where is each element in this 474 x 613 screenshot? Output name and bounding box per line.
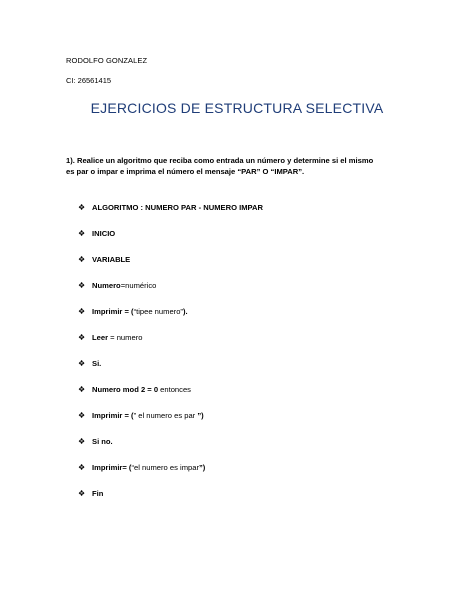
step-normal-text: =numérico bbox=[120, 281, 157, 290]
list-item bbox=[78, 307, 263, 333]
diamond-bullet-icon: ❖ bbox=[78, 281, 86, 290]
diamond-bullet-icon: ❖ bbox=[78, 203, 86, 212]
step-bold-text: INICIO bbox=[92, 229, 116, 238]
step-bold-text: Imprimir = ( bbox=[92, 411, 134, 420]
step-normal-text: = numero bbox=[108, 333, 143, 342]
list-item bbox=[78, 437, 263, 463]
step-bold-suffix: ). bbox=[182, 307, 188, 316]
step-bold-suffix: ”) bbox=[199, 463, 206, 472]
student-id: CI: 26561415 bbox=[66, 76, 112, 85]
step-bold-text: Fin bbox=[92, 489, 104, 498]
step-bold-text: VARIABLE bbox=[92, 255, 131, 264]
author-name: RODOLFO GONZALEZ bbox=[66, 56, 148, 65]
list-item bbox=[78, 229, 263, 255]
step-bold-suffix: ”) bbox=[197, 411, 204, 420]
diamond-bullet-icon: ❖ bbox=[78, 437, 86, 446]
step-bold-text: ALGORITMO : NUMERO PAR - NUMERO IMPAR bbox=[92, 203, 263, 212]
problem-statement bbox=[66, 156, 416, 177]
step-normal-text: “el numero es impar bbox=[131, 463, 199, 472]
list-item bbox=[78, 385, 263, 411]
step-normal-text: “tipee numero” bbox=[133, 307, 183, 316]
step-bold-text: Si no. bbox=[92, 437, 113, 446]
diamond-bullet-icon: ❖ bbox=[78, 359, 86, 368]
list-item bbox=[78, 281, 263, 307]
diamond-bullet-icon: ❖ bbox=[78, 255, 86, 264]
list-item bbox=[78, 411, 263, 437]
step-bold-text: Leer bbox=[92, 333, 109, 342]
step-bold-text: Imprimir = ( bbox=[92, 307, 134, 316]
step-bold-text: Numero mod 2 = 0 bbox=[92, 385, 159, 394]
list-item bbox=[78, 333, 263, 359]
step-normal-text: entonces bbox=[158, 385, 191, 394]
list-item bbox=[78, 255, 263, 281]
diamond-bullet-icon: ❖ bbox=[78, 411, 86, 420]
list-item bbox=[78, 463, 263, 489]
step-bold-text: Si. bbox=[92, 359, 102, 368]
step-bold-text: Numero bbox=[92, 281, 121, 290]
diamond-bullet-icon: ❖ bbox=[78, 333, 86, 342]
algorithm-steps-list bbox=[78, 203, 263, 515]
diamond-bullet-icon: ❖ bbox=[78, 307, 86, 316]
list-item bbox=[78, 489, 263, 515]
document-title: EJERCICIOS DE ESTRUCTURA SELECTIVA bbox=[90, 100, 384, 116]
problem-line-2: es par o impar e imprima el número el mensaje “PAR” O “IMPAR”. bbox=[66, 166, 305, 176]
diamond-bullet-icon: ❖ bbox=[78, 229, 86, 238]
list-item bbox=[78, 359, 263, 385]
list-item bbox=[78, 203, 263, 229]
problem-line-1: 1). Realice un algoritmo que reciba como entrada un número y determine si el mismo bbox=[66, 156, 374, 165]
diamond-bullet-icon: ❖ bbox=[78, 385, 86, 394]
diamond-bullet-icon: ❖ bbox=[78, 489, 86, 498]
step-bold-text: Imprimir= ( bbox=[92, 463, 132, 472]
step-normal-text: ” el numero es par bbox=[133, 411, 198, 420]
diamond-bullet-icon: ❖ bbox=[78, 463, 86, 472]
